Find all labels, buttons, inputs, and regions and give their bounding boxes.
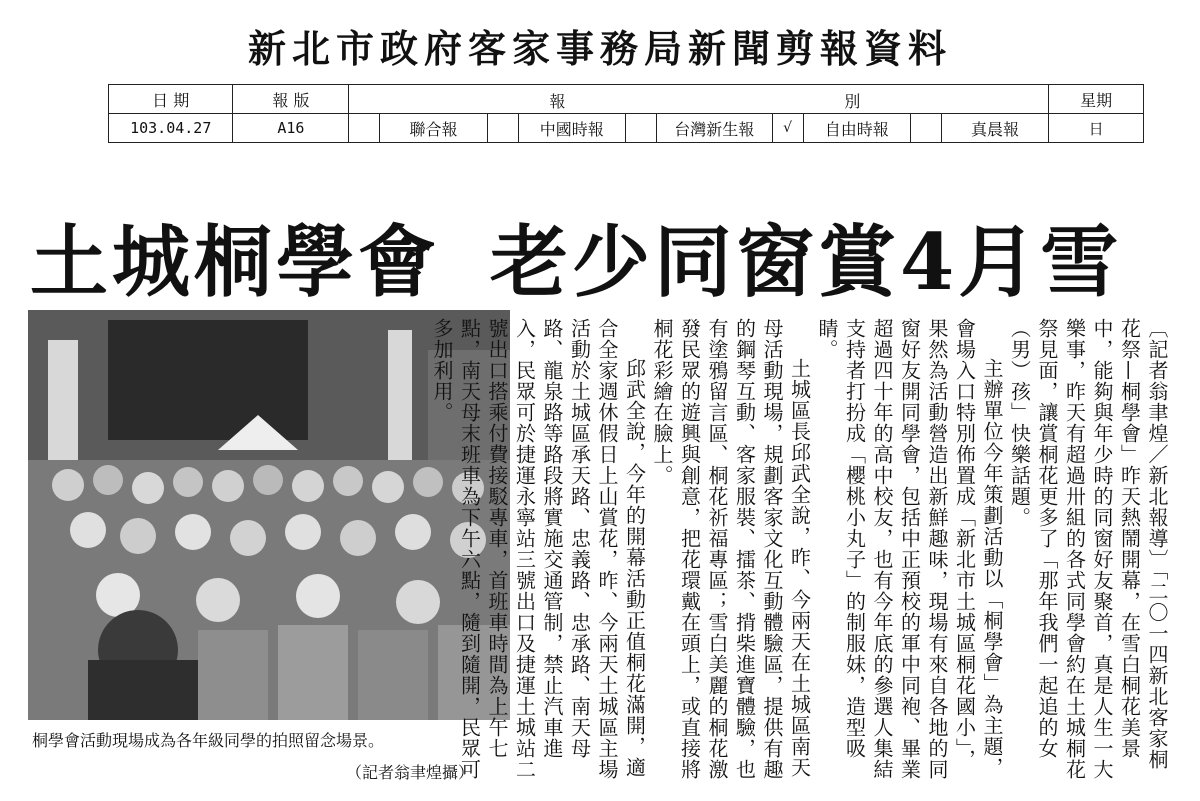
check-cell-3	[625, 114, 656, 143]
paper-1: 聯合報	[380, 114, 487, 143]
photo-credit: （記者翁聿煌攝）	[346, 763, 475, 782]
headline-part1: 土城桐學會	[30, 217, 441, 308]
photo-canopy	[108, 320, 308, 440]
paper-5: 真晨報	[941, 114, 1048, 143]
label-paper	[349, 85, 1049, 114]
edition-value: A16	[233, 114, 349, 143]
article-body	[430, 318, 1170, 788]
photo-post-left	[48, 340, 78, 460]
paragraph-1-text: 「二〇一四新北客家桐花祭—桐學會」昨天熱鬧開幕，在雪白桐花美景中，能夠與年少時的同窗好友聚首，真是人生一大樂事，昨天有超過卅組的各式同學會約在土城桐花祭見面，讓賞桐花更多了「那年我們一起追的女（男）孩」快樂話題。	[1007, 318, 1169, 780]
document-title: 新北市政府客家事務局新聞剪報資料	[247, 26, 952, 71]
byline: 〔記者翁聿煌／新北報導〕	[1145, 318, 1169, 570]
check-cell-5	[910, 114, 941, 143]
headline-part2: 老少同窗賞4月雪	[490, 217, 1123, 308]
article-paragraph-2: 主辦單位今年策劃活動以「桐學會」為主題，會場入口特別佈置成「新北市土城區桐花國小」，果然為活動營造出新鮮趣味，現場有來自各地的同窗好友開同學會，包括中正預校的軍中同袍、畢業超過四十年的高中校友，也有今年底的參選人集結支持者打扮成「櫻桃小丸子」的制服妹，造型吸睛。	[815, 318, 1004, 780]
label-paper-char2: 別	[844, 92, 861, 111]
photo-caption: 桐學會活動現場成為各年級同學的拍照留念場景。	[32, 731, 385, 750]
photo-post-right	[388, 330, 412, 460]
label-edition: 報 版	[233, 85, 349, 114]
paper-3: 台灣新生報	[656, 114, 772, 143]
paper-4: 自由時報	[803, 114, 910, 143]
label-paper-char1: 報	[549, 92, 566, 111]
article-paragraph-1	[1005, 318, 1170, 788]
check-cell-1	[349, 114, 380, 143]
meta-value-row	[109, 114, 1144, 143]
label-date: 日 期	[109, 85, 233, 114]
check-cell-2	[487, 114, 518, 143]
article-paragraph-3: 土城區長邱武全說，昨、今兩天在土城區南天母活動現場，規劃客家文化互動體驗區，提供有趣的鋼琴互動、客家服裝、擂茶、揹柴進寶體驗，也有塗鴉留言區、桐花祈福專區；雪白美麗的桐花激發民眾的遊興與創意，把花環戴在頭上，或直接將桐花彩繪在臉上。	[650, 318, 812, 780]
weekday-value: 日	[1049, 114, 1144, 143]
label-weekday: 星期	[1049, 85, 1144, 114]
paper-2: 中國時報	[518, 114, 625, 143]
date-value: 103.04.27	[109, 114, 233, 143]
clipping-info-table	[108, 84, 1144, 143]
check-mark: √	[772, 114, 803, 143]
meta-header-row	[109, 85, 1144, 114]
article-paragraph-4: 邱武全說，今年的開幕活動正值桐花滿開，適合全家週休假日上山賞花，昨、今兩天土城區主場活動於土城區承天路、忠義路、忠承路、南天母路、龍泉路等路段將實施交通管制，禁止汽車進入，民眾可於捷運永寧站三號出口及捷運土城站二號出口搭乘付費接駁專車，首班車時間為上午七點，南天母末班車為下午六點，隨到隨開，民眾可多加利用。	[430, 318, 647, 780]
headline	[30, 200, 1170, 312]
